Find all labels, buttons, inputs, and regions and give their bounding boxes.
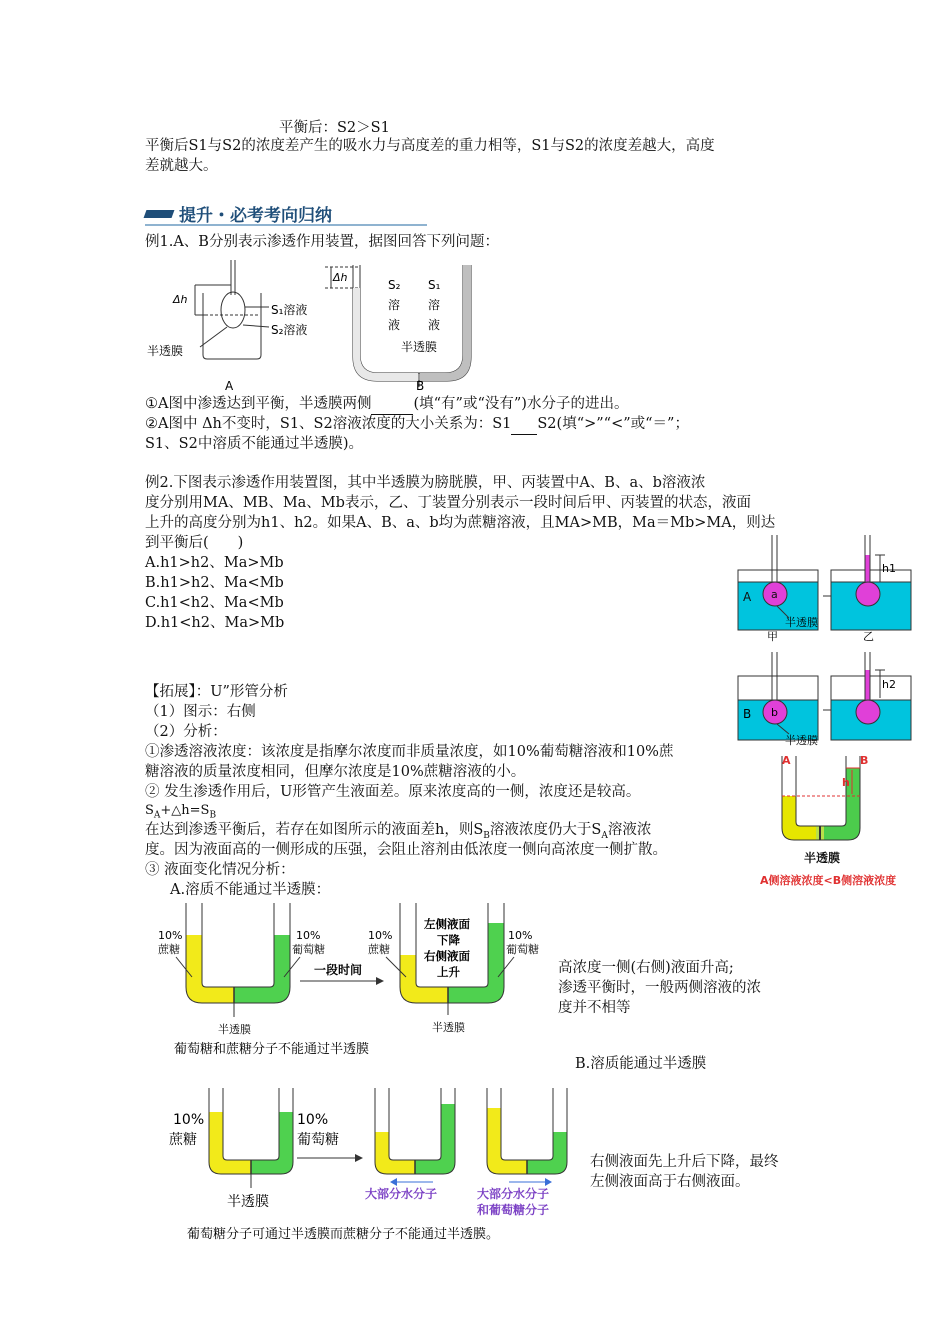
label-glucose: 葡萄糖 (297, 1132, 339, 1148)
label-yi: 乙 (863, 630, 874, 643)
figure-caption: 葡萄糖分子可通过半透膜而蔗糖分子不能通过半透膜。 (187, 1227, 500, 1242)
dh-label-b: Δh (333, 271, 348, 284)
membrane-label-b: 半透膜 (401, 340, 438, 354)
label-glucose: 葡萄糖 (506, 943, 539, 956)
label-10pct: 10% (368, 929, 393, 942)
right-note-line: 高浓度一侧(右侧)液面升高; (558, 960, 734, 976)
right-note-line: 渗透平衡时，一般两侧溶液的浓 (558, 980, 761, 996)
balance-line: 平衡后：S2＞S1 (279, 120, 390, 136)
rong-label: 溶 (428, 298, 441, 312)
banner-title: 提升・必考考向归纳 (179, 206, 332, 226)
label-B: B (860, 754, 869, 767)
example1-title: 例1.A、B分别表示渗透作用装置，据图回答下列问题： (145, 234, 499, 250)
option-c: C.h1<h2、Ma<Mb (145, 595, 284, 611)
paragraph-line: 平衡后S1与S2的浓度差产生的吸水力与高度差的重力相等，S1与S2的浓度差越大，高度 (145, 138, 715, 154)
ye-label: 液 (388, 318, 401, 332)
box-text: 上升 (437, 965, 460, 979)
membrane-label: 半透膜 (218, 1023, 251, 1036)
arrow-left-icon (390, 1178, 397, 1186)
s1-label: S₁溶液 (271, 303, 308, 317)
u-vessel-inner (360, 265, 463, 373)
extension-p1: （1）图示：右侧 (145, 704, 256, 720)
s1-label-b: S₁ (428, 278, 441, 292)
label-glucose: 葡萄糖 (292, 943, 325, 956)
label-sucrose: 蔗糖 (158, 943, 180, 956)
option-a: A.h1>h2、Ma>Mb (145, 555, 284, 571)
label-b: b (771, 706, 778, 719)
example2-line: 度分别用MA、MB、Ma、Mb表示，乙、丁装置分别表示一段时间后甲、丙装置的状态，液面 (145, 495, 751, 511)
label-sucrose: 蔗糖 (368, 943, 390, 956)
time-label: 一段时间 (314, 963, 363, 977)
label-10pct: 10% (297, 1112, 329, 1128)
part-a-title: A.溶质不能通过半透膜： (170, 882, 331, 898)
u-tube-caption: A侧溶液浓度<B侧溶液浓度 (760, 874, 897, 887)
answer-blank[interactable] (511, 414, 537, 435)
label-10pct: 10% (296, 929, 321, 942)
label-jia: 甲 (767, 630, 778, 643)
example1-figure (145, 255, 485, 395)
box-text: 左侧液面 (424, 917, 470, 931)
label-10pct: 10% (508, 929, 533, 942)
question-2: ②A图中 Δh不变时，S1、S2溶液浓度的大小关系为：S1 S2(填“>”“<”或“＝”； (145, 414, 689, 435)
label-10pct: 10% (158, 929, 183, 942)
box-text: 下降 (437, 933, 460, 947)
answer-blank[interactable] (371, 394, 413, 415)
section-banner (145, 200, 427, 226)
right-note-line: 度并不相等 (558, 1000, 631, 1016)
example2-line: 上升的高度分别为h1、h2。如果A、B、a、b均为蔗糖溶液，且MA>MB，Ma＝Mb>MA，则达 (145, 515, 776, 531)
point-2-cont: 度。因为液面高的一侧形成的压强，会阻止溶剂由低浓度一侧向高浓度一侧扩散。 (145, 842, 667, 858)
arrow-right-icon (376, 977, 384, 985)
water-label: 大部分水分子 (477, 1187, 550, 1201)
s2-label-b: S₂ (388, 278, 401, 292)
formula: $S_A+\triangle h=S_B$ (145, 803, 217, 821)
membrane-label: 半透膜 (432, 1021, 465, 1034)
label-A: A (782, 754, 791, 767)
label-h: h (842, 776, 850, 789)
arrow-right-icon (545, 1178, 552, 1186)
u-tube-figure (760, 748, 910, 890)
label-sucrose: 蔗糖 (169, 1132, 197, 1148)
s2-label: S₂溶液 (271, 323, 308, 337)
membrane-label: 半透膜 (804, 851, 841, 865)
option-b: B.h1>h2、Ma<Mb (145, 575, 284, 591)
ye-label: 液 (428, 318, 441, 332)
right-note-b: 右侧液面先上升后下降，最终 (590, 1154, 779, 1170)
figure-solute-pass (165, 1082, 580, 1247)
bulb-ding (856, 700, 880, 724)
point-2: ② 发生渗透作用后，U形管产生液面差。原来浓度高的一侧，浓度还是较高。 (145, 784, 641, 800)
label-10pct: 10% (173, 1112, 205, 1128)
bulb-yi (856, 582, 880, 606)
label-a: a (771, 588, 778, 601)
s2-liquid-fill (353, 288, 418, 381)
membrane-label: 半透膜 (785, 734, 818, 747)
part-b-title: B.溶质能通过半透膜 (575, 1056, 707, 1072)
label-h1: h1 (882, 562, 896, 575)
point-1-cont: 糖溶液的质量浓度相同，但摩尔浓度是10%蔗糖溶液的小。 (145, 764, 526, 780)
water-glucose-label: 和葡萄糖分子 (477, 1203, 550, 1217)
caption-b: B (416, 379, 425, 393)
membrane-label: 半透膜 (227, 1194, 269, 1210)
example2-figure (735, 530, 915, 750)
question-1: ①A图中渗透达到平衡，半透膜两侧 (填“有”或“没有”)水分子的进出。 (145, 394, 628, 415)
label-h2: h2 (882, 678, 896, 691)
bulb-a (221, 292, 245, 328)
point-1: ①渗透溶液浓度：该浓度是指摩尔浓度而非质量浓度，如10%葡萄糖溶液和10%蔗 (145, 744, 674, 760)
point-2-cont: 在达到渗透平衡后，若存在如图所示的液面差h，则$S_B$溶液浓度仍大于$S_A$溶液浓 (145, 822, 652, 841)
figure-caption: 葡萄糖和蔗糖分子不能通过半透膜 (174, 1042, 370, 1057)
extension-title: 【拓展】：U”形管分析 (145, 684, 288, 700)
point-3: ③ 液面变化情况分析： (145, 862, 295, 878)
membrane-label: 半透膜 (147, 344, 184, 358)
arrow-right-icon (355, 1154, 363, 1162)
figure-solute-not-pass (150, 895, 550, 1060)
figure-a (195, 260, 269, 359)
label-B: B (743, 707, 752, 721)
caption-a: A (225, 379, 234, 393)
water-label: 大部分水分子 (365, 1187, 438, 1201)
paragraph-line: 差就越大。 (145, 158, 218, 174)
example2-line: 例2.下图表示渗透作用装置图，其中半透膜为膀胱膜，甲、丙装置中A、B、a、b溶液浓 (145, 475, 706, 491)
membrane-label: 半透膜 (785, 616, 818, 629)
extension-p2: （2）分析： (145, 724, 227, 740)
question-2-cont: S1、S2中溶质不能通过半透膜)。 (145, 436, 363, 452)
banner-bar-icon (144, 210, 175, 218)
rong-label: 溶 (388, 298, 401, 312)
box-text: 右侧液面 (424, 949, 470, 963)
right-note-b: 左侧液面高于右侧液面。 (590, 1174, 750, 1190)
dh-label: Δh (173, 293, 188, 306)
option-d: D.h1<h2、Ma>Mb (145, 615, 285, 631)
label-A: A (743, 590, 752, 604)
example2-line: 到平衡后( ) (145, 535, 244, 551)
